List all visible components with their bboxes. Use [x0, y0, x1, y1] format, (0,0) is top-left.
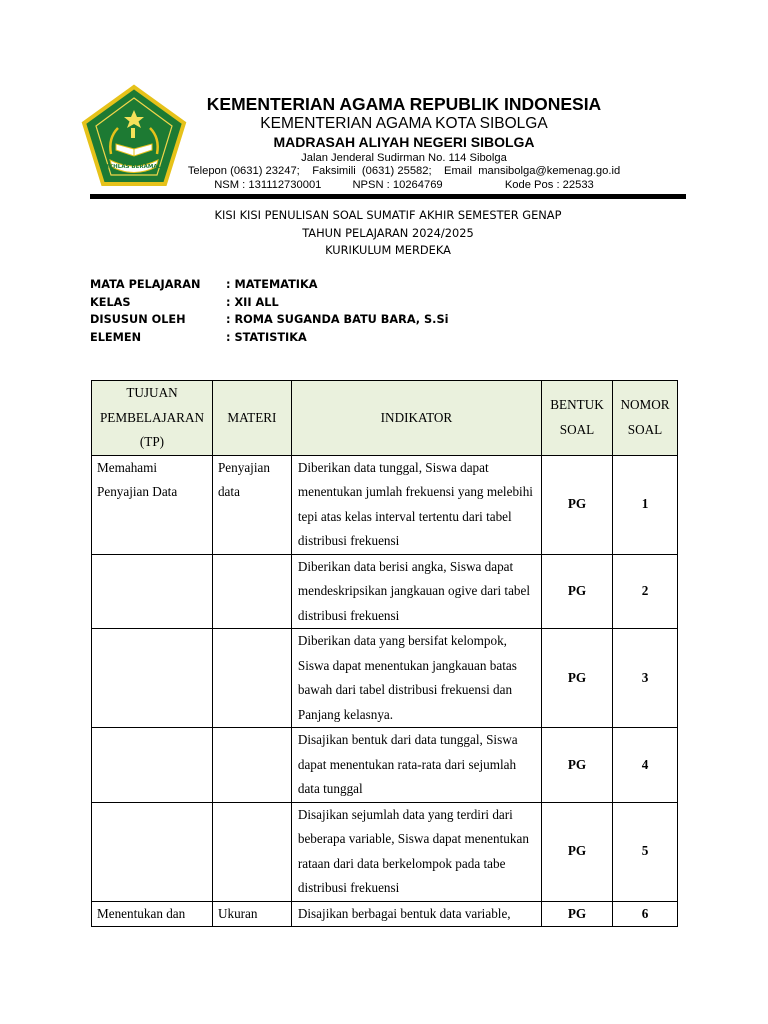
- table-header-row: [92, 381, 678, 456]
- cell-nomor-soal: 4: [612, 728, 677, 803]
- header-indikator: INDIKATOR: [291, 381, 541, 456]
- cell-nomor-soal: 6: [612, 901, 677, 927]
- info-row: [90, 329, 448, 347]
- cell-nomor-soal: 3: [612, 629, 677, 728]
- info-label: ELEMEN: [90, 330, 142, 344]
- info-value: : STATISTIKA: [226, 330, 307, 344]
- header-bentuk-soal: BENTUK SOAL: [542, 381, 613, 456]
- table-row: [92, 728, 678, 803]
- table-row: [92, 802, 678, 901]
- kisi-kisi-table: [91, 380, 678, 927]
- cell-materi: Penyajian data: [212, 455, 291, 554]
- header-nomor-soal: NOMOR SOAL: [612, 381, 677, 456]
- info-row: [90, 294, 448, 312]
- cell-bentuk-soal: PG: [542, 629, 613, 728]
- subject-info: [90, 276, 448, 346]
- letterhead: [180, 94, 628, 192]
- title-line-2: TAHUN PELAJARAN 2024/2025: [302, 225, 474, 240]
- cell-tp: [92, 728, 213, 803]
- letterhead-divider: [90, 194, 686, 199]
- header-materi: MATERI: [212, 381, 291, 456]
- cell-indikator: Disajikan berbagai bentuk data variable,: [291, 901, 541, 927]
- cell-nomor-soal: 1: [612, 455, 677, 554]
- ministry-name: KEMENTERIAN AGAMA REPUBLIK INDONESIA: [206, 94, 602, 114]
- table-row: [92, 629, 678, 728]
- table-row: [92, 455, 678, 554]
- cell-tp: Menentukan dan: [92, 901, 213, 927]
- cell-tp: [92, 802, 213, 901]
- cell-bentuk-soal: PG: [542, 455, 613, 554]
- kemenag-logo: [80, 84, 188, 188]
- info-label: KELAS: [90, 295, 131, 309]
- cell-materi: [212, 554, 291, 629]
- svg-text:IKHLAS BERAMAL: IKHLAS BERAMAL: [106, 164, 162, 170]
- info-value: : XII ALL: [226, 295, 279, 309]
- cell-materi: [212, 728, 291, 803]
- document-title: [90, 207, 686, 260]
- info-label: DISUSUN OLEH: [90, 313, 186, 326]
- cell-tp: Memahami Penyajian Data: [92, 455, 213, 554]
- school-name: MADRASAH ALIYAH NEGERI SIBOLGA: [273, 134, 535, 150]
- cell-indikator: Diberikan data berisi angka, Siswa dapat mendeskripsikan jangkauan ogive dari tabel distribusi frekuensi: [291, 554, 541, 629]
- info-row: [90, 276, 448, 294]
- info-value: : ROMA SUGANDA BATU BARA, S.Si: [226, 313, 449, 326]
- cell-tp: [92, 629, 213, 728]
- cell-indikator: Disajikan sejumlah data yang terdiri dari beberapa variable, Siswa dapat menentukan rataan dari data berkelompok pada tabe distribusi frekuensi: [291, 802, 541, 901]
- cell-indikator: Diberikan data tunggal, Siswa dapat menentukan jumlah frekuensi yang melebihi tepi atas kelas interval tertentu dari tabel distribusi frekuensi: [291, 455, 541, 554]
- school-ids: NSM : 131112730001 NPSN : 10264769 Kode Pos : 22533: [214, 179, 594, 191]
- info-label: MATA PELAJARAN: [90, 278, 201, 291]
- cell-indikator: Diberikan data yang bersifat kelompok, Siswa dapat menentukan jangkauan batas bawah dari tabel distribusi frekuensi dan Panjang kelasnya.: [291, 629, 541, 728]
- cell-materi: [212, 802, 291, 901]
- cell-bentuk-soal: PG: [542, 728, 613, 803]
- cell-nomor-soal: 5: [612, 802, 677, 901]
- cell-materi: [212, 629, 291, 728]
- cell-indikator: Disajikan bentuk dari data tunggal, Siswa dapat menentukan rata-rata dari sejumlah data tunggal: [291, 728, 541, 803]
- school-address: Jalan Jenderal Sudirman No. 114 Sibolga: [301, 152, 507, 164]
- school-contact: Telepon (0631) 23247; Faksimili (0631) 25582; Email mansibolga@kemenag.go.id: [187, 165, 621, 177]
- cell-materi: Ukuran: [212, 901, 291, 927]
- info-value: : MATEMATIKA: [226, 278, 318, 291]
- cell-bentuk-soal: PG: [542, 901, 613, 927]
- title-line-1: KISI KISI PENULISAN SOAL SUMATIF AKHIR SEMESTER GENAP: [214, 208, 562, 222]
- title-line-3: KURIKULUM MERDEKA: [325, 243, 451, 257]
- info-row: [90, 311, 448, 329]
- office-name: KEMENTERIAN AGAMA KOTA SIBOLGA: [260, 115, 548, 132]
- cell-tp: [92, 554, 213, 629]
- table-row: [92, 901, 678, 927]
- cell-nomor-soal: 2: [612, 554, 677, 629]
- cell-bentuk-soal: PG: [542, 802, 613, 901]
- table-row: [92, 554, 678, 629]
- cell-bentuk-soal: PG: [542, 554, 613, 629]
- header-tujuan-pembelajaran: TUJUAN PEMBELAJARAN (TP): [92, 381, 213, 456]
